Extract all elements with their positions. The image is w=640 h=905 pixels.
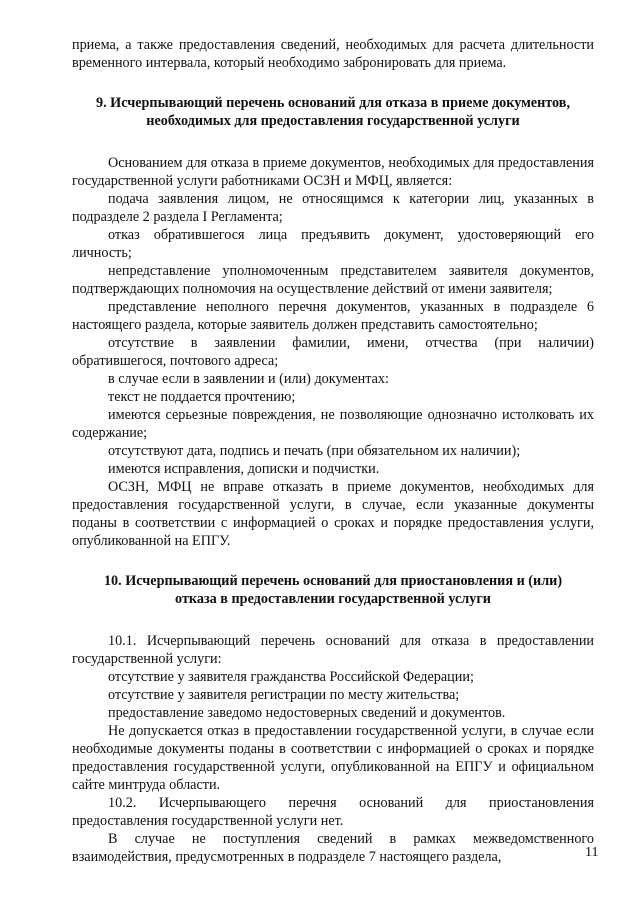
paragraph: Не допускается отказ в предоставлении государственной услуги, в случае если необходимые документы поданы в соответствии с информацией о сроках и порядке предоставления государственной услуги, опубликованной на ЕПГУ и официальном сайте минтруда области. — [72, 723, 594, 793]
paragraph: 10.2. Исчерпывающего перечня оснований для приостановления предоставления государственной услуги нет. — [72, 795, 594, 829]
paragraph: отсутствие у заявителя гражданства Российской Федерации; — [108, 669, 474, 685]
paragraph: Основанием для отказа в приеме документов, необходимых для предоставления государственной услуги работниками ОСЗН и МФЦ, является: — [72, 155, 594, 189]
page-number: 11 — [585, 845, 599, 860]
document-page — [72, 36, 594, 866]
section-9-heading-line-1: 9. Исчерпывающий перечень оснований для отказа в приеме документов, — [95, 95, 570, 111]
paragraph: текст не поддается прочтению; — [108, 389, 296, 405]
section-10-heading-line-2: отказа в предоставлении государственной услуги — [175, 591, 491, 607]
top-paragraph: приема, а также предоставления сведений, необходимых для расчета длительности временного интервала, который необходимо забронировать для приема. — [72, 37, 594, 71]
section-9-body — [72, 154, 594, 550]
paragraph: имеются исправления, дописки и подчистки. — [108, 461, 380, 477]
paragraph: 10.1. Исчерпывающий перечень оснований для отказа в предоставлении государственной услуги: — [72, 633, 594, 667]
paragraph: отсутствуют дата, подпись и печать (при обязательном их наличии); — [108, 443, 521, 459]
paragraph: отсутствие в заявлении фамилии, имени, отчества (при наличии) обратившегося, почтового адреса; — [72, 335, 594, 369]
section-10-body — [72, 632, 594, 866]
paragraph: отсутствие у заявителя регистрации по месту жительства; — [108, 687, 460, 703]
paragraph: непредставление уполномоченным представителем заявителя документов, подтверждающих полномочия на осуществление действий от имени заявителя; — [72, 263, 594, 297]
section-10-heading-line-1: 10. Исчерпывающий перечень оснований для приостановления и (или) — [103, 573, 563, 589]
paragraph: предоставление заведомо недостоверных сведений и документов. — [108, 705, 506, 721]
paragraph: отказ обратившегося лица предъявить документ, удостоверяющий его личность; — [72, 227, 594, 261]
paragraph: имеются серьезные повреждения, не позволяющие однозначно истолковать их содержание; — [72, 407, 594, 441]
paragraph: представление неполного перечня документов, указанных в подразделе 6 настоящего раздела, которые заявитель должен представить самостоятельно; — [72, 299, 594, 333]
paragraph: В случае не поступления сведений в рамках межведомственного взаимодействия, предусмотренных в подразделе 7 настоящего раздела, — [72, 831, 594, 865]
paragraph: в случае если в заявлении и (или) документах: — [108, 371, 389, 387]
paragraph: ОСЗН, МФЦ не вправе отказать в приеме документов, необходимых для предоставления государственной услуги, в случае, если указанные документы поданы в соответствии с информацией о сроках и порядке предоставления услуги, опубликованной на ЕПГУ. — [72, 479, 594, 549]
section-9-heading-line-2: необходимых для предоставления государственной услуги — [146, 113, 520, 129]
paragraph: подача заявления лицом, не относящимся к категории лиц, указанных в подразделе 2 раздела I Регламента; — [72, 191, 594, 225]
